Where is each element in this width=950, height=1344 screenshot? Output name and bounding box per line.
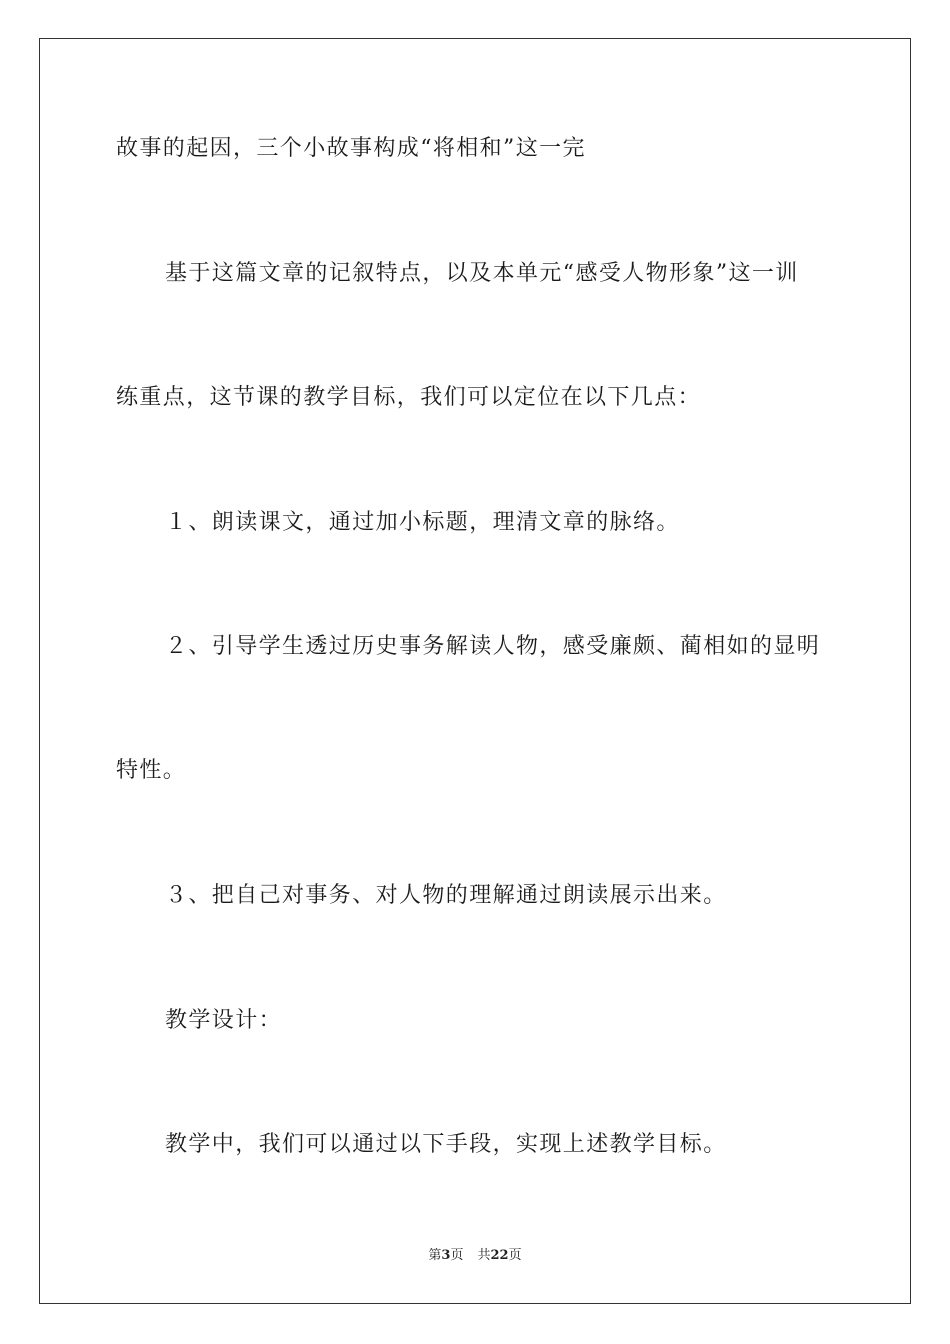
footer-total-prefix: 共 — [477, 1248, 491, 1263]
paragraph-line-2: 基于这篇文章的记叙特点，以及本单元“感受人物形象”这一训 — [165, 261, 799, 286]
paragraph-line-9: 教学中，我们可以通过以下手段，实现上述教学目标。 — [165, 1132, 727, 1157]
list-item-3: ３、把自己对事务、对人物的理解通过朗读展示出来。 — [165, 883, 727, 908]
paragraph-line-3: 练重点，这节课的教学目标，我们可以定位在以下几点： — [116, 385, 702, 410]
list-item-2-continued: 特性。 — [116, 758, 187, 783]
page-border — [39, 38, 911, 1304]
footer-page-prefix: 第 — [428, 1248, 442, 1263]
footer-page-number: 3 — [441, 1248, 451, 1263]
section-heading: 教学设计： — [165, 1008, 283, 1033]
page-footer — [0, 1247, 950, 1265]
footer-page-suffix: 页 — [450, 1248, 464, 1263]
list-item-1: １、朗读课文，通过加小标题，理清文章的脉络。 — [165, 510, 680, 535]
footer-total-pages: 22 — [490, 1248, 509, 1263]
footer-total-suffix: 页 — [508, 1248, 522, 1263]
list-item-2: ２、引导学生透过历史事务解读人物，感受廉颇、蔺相如的显明 — [165, 634, 821, 659]
paragraph-line-1: 故事的起因，三个小故事构成“将相和”这一完 — [116, 136, 586, 161]
